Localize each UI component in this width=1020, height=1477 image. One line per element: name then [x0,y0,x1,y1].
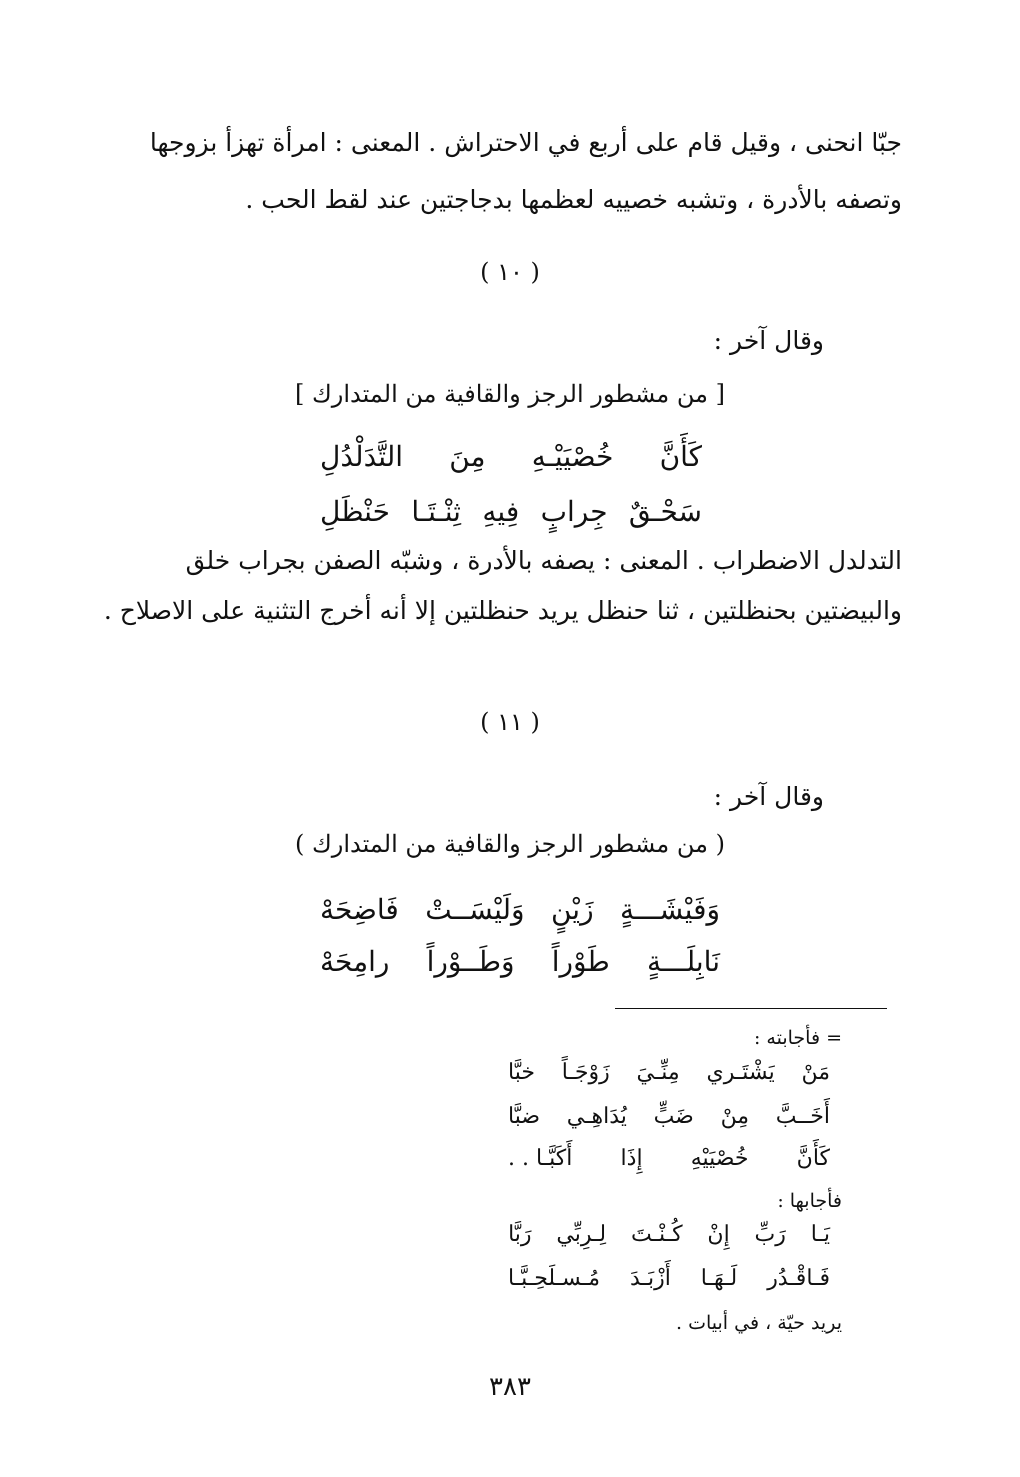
verse-word: رَبَّا [508,1222,532,1247]
verse-word: زَوْجَـاً [561,1060,610,1085]
section-number: ( ١٠ ) [480,258,540,286]
verse-word: إِذَا [620,1146,643,1171]
verse-word: رامِحَهْ [320,945,390,978]
verse-word: يُدَاهِـي [566,1104,627,1129]
poem-verse [320,893,720,927]
footnote-lead: فأجابها : [777,1190,842,1212]
verse-word: حَنْظَلِ [320,495,390,528]
verse-word: فَاضِحَهْ [320,893,399,926]
verse-word: مَنْ [801,1060,830,1085]
footnote-divider [615,1008,887,1009]
verse-word: وَلَيْسَــتْ [425,893,525,926]
verse-word: فَـاقْـدُر [767,1266,830,1291]
verse-word: نَابِلَـــةٍ [646,945,720,978]
footnote-note: يريد حيّة ، في أبيات . [676,1312,842,1334]
verse-word: كَأَنَّ [659,440,702,473]
verse-word: لِـرِبِّي [556,1222,607,1247]
poem-verse [320,440,702,474]
verse-word: زَيْنٍ [550,893,594,926]
verse-word: رَبِّ [754,1222,786,1247]
verse-word: إِنْ [707,1222,730,1247]
verse-word: ثِنْـتَـا [411,495,461,528]
footnote-verse [508,1146,830,1172]
verse-word: طَوْراً [551,945,610,978]
verse-word: أَخَــبَّ [775,1104,830,1129]
section-number: ( ١١ ) [480,708,540,736]
verse-word: مِنَ [449,440,486,473]
verse-word: كَأَنَّ [796,1146,830,1171]
footnote-verse [508,1266,830,1292]
verse-word: فِيهِ [482,495,520,528]
page-number: ٣٨٣ [489,1372,531,1402]
paragraph-line: التدلدل الاضطراب . المعنى : يصفه بالأدرة ، وشبّه الصفن بجراب خلق [185,546,902,575]
verse-intro: وقال آخر : [713,326,824,355]
verse-word: أَزْبَـدَ [629,1266,671,1291]
footnote-verse [508,1060,830,1086]
verse-word: خُصْيَيْـهِ [531,440,614,473]
footnote-verse [508,1104,830,1130]
footnote-lead: = فأجابته : [753,1027,842,1049]
verse-word: يَشْتَـري [706,1060,775,1085]
poem-verse [320,495,702,529]
verse-word: مِنِّـيَ [636,1060,680,1085]
meter-label: [ من مشطور الرجز والقافية من المتدارك ] [295,380,725,408]
verse-word: مِنْ [720,1104,750,1129]
verse-word: خبَّا [508,1060,535,1085]
verse-word: أَكَبَّـا . . [508,1146,573,1171]
verse-word: خُصْيَيْهِ [690,1146,749,1171]
verse-intro: وقال آخر : [713,782,824,811]
paragraph-line: وتصفه بالأدرة ، وتشبه خصييه لعظمها بدجاجتين عند لقط الحب . [245,185,902,214]
verse-word: يَـا [810,1222,830,1247]
verse-word: وَطَــوْراً [426,945,515,978]
verse-word: ضَبٍّ [653,1104,694,1129]
verse-word: كُـنْـتَ [630,1222,683,1247]
verse-word: التَّدَلْدُلِ [320,440,404,473]
verse-word: مُـسـلَحِـبَّـا [508,1266,601,1291]
paragraph-line: جبّا انحنى ، وقيل قام على أربع في الاحتراش . المعنى : امرأة تهزأ بزوجها [149,128,902,157]
verse-word: ضبَّا [508,1104,541,1129]
footnote-verse [508,1222,830,1248]
verse-word: لَـهَـا [700,1266,738,1291]
poem-verse [320,945,720,979]
paragraph-line: والبيضتين بحنظلتين ، ثنا حنظل يريد حنظلتين إلا أنه أخرج التثنية على الاصلاح . [103,596,902,625]
verse-word: وَفَيْشَـــةٍ [620,893,720,926]
meter-label: ( من مشطور الرجز والقافية من المتدارك ) [295,830,725,858]
verse-word: سَحْـقٌ [628,495,702,528]
verse-word: جِرابٍ [540,495,608,528]
